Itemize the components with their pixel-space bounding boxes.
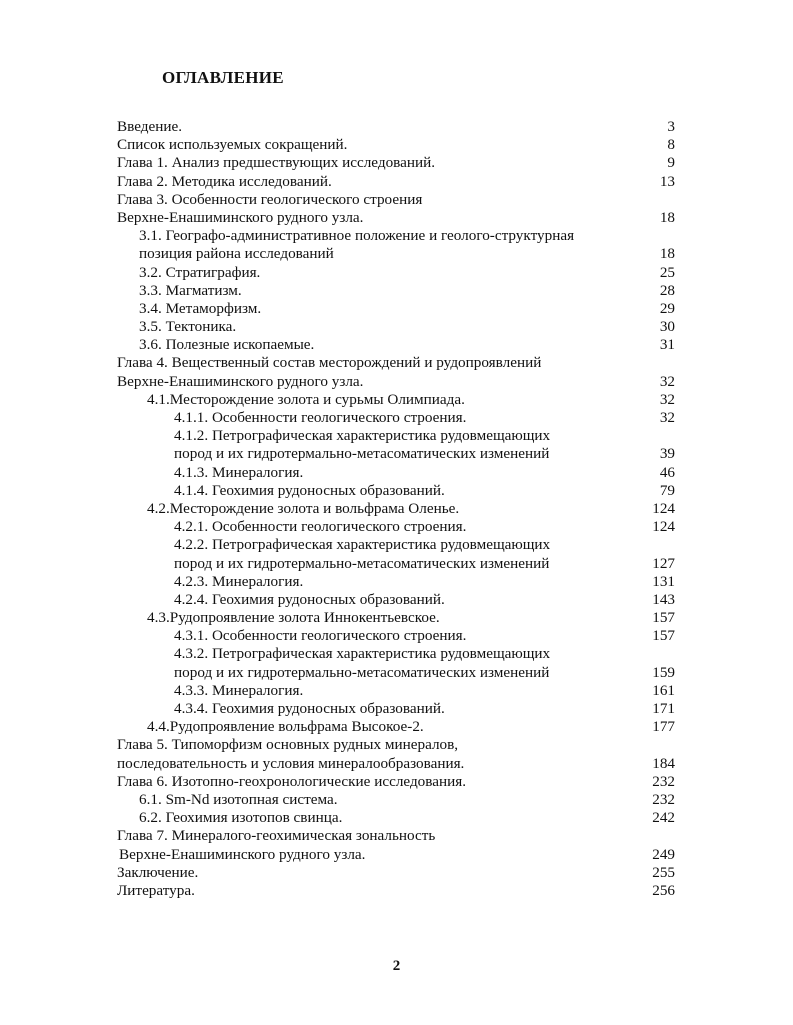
toc-entry-page: 79 xyxy=(659,481,675,499)
toc-entry xyxy=(0,482,793,500)
toc-entry-page: 171 xyxy=(652,700,675,717)
toc-entry xyxy=(0,264,793,282)
toc-entry xyxy=(0,700,793,718)
toc-entry-page: 46 xyxy=(659,463,675,481)
toc-entry xyxy=(0,209,793,227)
toc-entry-title: 4.3.3. Минералогия. xyxy=(174,681,304,699)
toc-entry-title: пород и их гидротермально-метасоматических изменений xyxy=(174,554,550,572)
toc-entry xyxy=(0,773,793,791)
toc-entry xyxy=(0,427,793,445)
toc-entry-title: 3.3. Магматизм. xyxy=(139,281,242,299)
toc-entry-title: Глава 4. Вещественный состав месторождений и рудопроявлений xyxy=(117,354,542,372)
toc-entry xyxy=(0,245,793,263)
toc-entry xyxy=(0,154,793,172)
toc-entry-title: Глава 5. Типоморфизм основных рудных минералов, xyxy=(117,736,459,754)
toc-entry xyxy=(0,500,793,518)
toc-entry xyxy=(0,536,793,554)
toc-entry-page: 242 xyxy=(652,809,675,827)
toc-entry-page: 131 xyxy=(652,572,675,590)
toc-entry xyxy=(0,354,793,372)
toc-entry-title: 4.1.Месторождение золота и сурьмы Олимпиада. xyxy=(147,390,465,408)
toc-entry xyxy=(0,227,793,245)
toc-entry-title: 4.1.2. Петрографическая характеристика рудовмещающих xyxy=(174,427,551,445)
toc-entry-page: 177 xyxy=(652,718,675,736)
toc-entry-page: 3 xyxy=(667,118,675,135)
page-number: 2 xyxy=(392,958,401,974)
toc-entry xyxy=(0,464,793,482)
toc-entry-page: 13 xyxy=(659,172,675,190)
toc-entry-title: 3.6. Полезные ископаемые. xyxy=(139,336,315,354)
toc-entry-page: 9 xyxy=(667,154,675,172)
toc-entry xyxy=(0,627,793,645)
toc-entry-page: 18 xyxy=(659,245,675,263)
toc-entry-page: 249 xyxy=(652,845,675,863)
toc-entry xyxy=(0,864,793,882)
toc-entry xyxy=(0,809,793,827)
toc-entry-page: 157 xyxy=(652,609,675,627)
toc-entry-title: 3.4. Метаморфизм. xyxy=(139,299,262,317)
toc-entry-page: 232 xyxy=(652,772,675,790)
toc-entry-title: Глава 3. Особенности геологического строения xyxy=(117,190,423,208)
toc-entry xyxy=(0,373,793,391)
toc-entry-title: Список используемых сокращений. xyxy=(117,136,348,154)
toc-entry xyxy=(0,682,793,700)
toc-entry xyxy=(0,318,793,336)
toc-entry-title: 6.1. Sm-Nd изотопная система. xyxy=(139,790,338,808)
toc-entry-page: 39 xyxy=(659,445,675,463)
toc-entry-title: Литература. xyxy=(117,881,195,899)
toc-entry xyxy=(0,391,793,409)
toc-entry-title: последовательность и условия минералообразования. xyxy=(117,754,465,772)
toc-entry xyxy=(0,846,793,864)
toc-entry-page: 255 xyxy=(652,863,675,881)
toc-entry-page: 28 xyxy=(659,281,675,299)
toc-entry xyxy=(0,282,793,300)
toc-entry xyxy=(0,736,793,754)
toc-entry-title: Глава 7. Минералого-геохимическая зональность xyxy=(117,827,436,845)
table-of-contents xyxy=(0,118,793,900)
toc-entry-title: 4.4.Рудопроявление вольфрама Высокое-2. xyxy=(147,718,424,736)
toc-entry-title: 3.2. Стратиграфия. xyxy=(139,263,261,281)
toc-entry-page: 29 xyxy=(659,299,675,317)
toc-entry xyxy=(0,445,793,463)
toc-entry-title: Глава 2. Методика исследований. xyxy=(117,172,332,190)
toc-entry xyxy=(0,791,793,809)
toc-entry-page: 184 xyxy=(652,754,675,772)
toc-entry xyxy=(0,591,793,609)
toc-entry-title: 3.5. Тектоника. xyxy=(139,318,237,336)
toc-entry xyxy=(0,191,793,209)
toc-entry-title: Глава 6. Изотопно-геохронологические исследования. xyxy=(117,772,467,790)
toc-entry xyxy=(0,300,793,318)
toc-entry-page: 18 xyxy=(659,208,675,226)
toc-entry-title: Верхне-Енашиминского рудного узла. xyxy=(117,372,364,390)
toc-entry-page: 157 xyxy=(652,627,675,645)
toc-entry-title: 4.2.3. Минералогия. xyxy=(174,572,304,590)
toc-entry-title: 4.3.4. Геохимия рудоносных образований. xyxy=(174,700,445,717)
toc-entry-title: 4.1.1. Особенности геологического строения. xyxy=(174,409,467,426)
toc-entry-title: 3.1. Географо-административное положение и геолого-структурная xyxy=(139,227,575,245)
toc-entry-page: 25 xyxy=(659,263,675,281)
toc-entry-page: 124 xyxy=(652,499,675,517)
toc-entry-title: 4.1.3. Минералогия. xyxy=(174,463,304,481)
toc-entry xyxy=(0,118,793,136)
toc-entry-title: Глава 1. Анализ предшествующих исследований. xyxy=(117,154,436,172)
toc-entry-title: 4.2.2. Петрографическая характеристика рудовмещающих xyxy=(174,536,551,554)
toc-entry xyxy=(0,718,793,736)
toc-entry-title: Верхне-Енашиминского рудного узла. xyxy=(117,208,364,226)
toc-entry xyxy=(0,409,793,427)
toc-entry xyxy=(0,136,793,154)
toc-entry-title: 4.3.1. Особенности геологического строения. xyxy=(174,627,467,645)
toc-entry-page: 256 xyxy=(652,881,675,899)
toc-entry-title: Введение. xyxy=(117,118,183,135)
toc-entry-page: 32 xyxy=(659,409,675,426)
toc-entry-page: 30 xyxy=(659,318,675,336)
toc-entry xyxy=(0,882,793,900)
toc-entry-title: 4.1.4. Геохимия рудоносных образований. xyxy=(174,481,445,499)
toc-entry xyxy=(0,664,793,682)
toc-entry xyxy=(0,573,793,591)
toc-entry-page: 127 xyxy=(652,554,675,572)
toc-entry-title: позиция района исследований xyxy=(139,245,334,263)
toc-entry xyxy=(0,755,793,773)
toc-entry-page: 143 xyxy=(652,590,675,608)
toc-entry xyxy=(0,645,793,663)
toc-entry-title: 4.2.1. Особенности геологического строения. xyxy=(174,518,467,536)
toc-entry xyxy=(0,609,793,627)
toc-entry-page: 124 xyxy=(652,518,675,536)
toc-entry-page: 161 xyxy=(652,681,675,699)
toc-entry-title: Заключение. xyxy=(117,863,199,881)
toc-entry-title: 4.2.Месторождение золота и вольфрама Оленье. xyxy=(147,499,460,517)
toc-entry-page: 32 xyxy=(659,390,675,408)
toc-entry-title: 4.3.2. Петрографическая характеристика рудовмещающих xyxy=(174,645,551,663)
toc-entry-page: 8 xyxy=(667,136,675,154)
toc-entry-title: Верхне-Енашиминского рудного узла. xyxy=(119,845,366,863)
toc-entry xyxy=(0,827,793,845)
toc-entry xyxy=(0,518,793,536)
toc-entry-title: 4.2.4. Геохимия рудоносных образований. xyxy=(174,590,445,608)
toc-entry-page: 159 xyxy=(652,663,675,681)
toc-entry-title: 6.2. Геохимия изотопов свинца. xyxy=(139,809,343,827)
page-title: ОГЛАВЛЕНИЕ xyxy=(162,68,284,87)
toc-entry xyxy=(0,555,793,573)
toc-entry-title: пород и их гидротермально-метасоматических изменений xyxy=(174,445,550,463)
toc-entry-title: пород и их гидротермально-метасоматических изменений xyxy=(174,663,550,681)
toc-entry-title: 4.3.Рудопроявление золота Иннокентьевское. xyxy=(147,609,440,627)
toc-entry-page: 31 xyxy=(659,336,675,354)
toc-entry xyxy=(0,173,793,191)
toc-entry xyxy=(0,336,793,354)
toc-entry-page: 232 xyxy=(652,790,675,808)
toc-entry-page: 32 xyxy=(659,372,675,390)
